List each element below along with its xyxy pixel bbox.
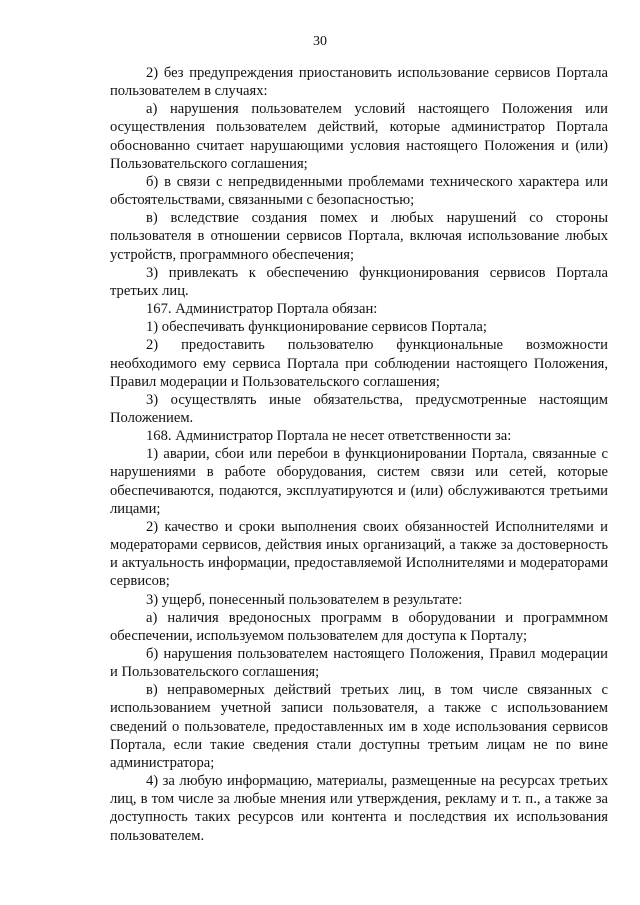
clause-168-item-2: 2) качество и сроки выполнения своих обязанностей Исполнителями и модераторами сервисов, действия иных организаций, а также за достоверность и актуальность информации, предоставляемой Исполнителями и модераторами сервисов; bbox=[110, 518, 608, 590]
paragraph-suspend-case-a: а) нарушения пользователем условий настоящего Положения или осуществления пользователем действий, которые администратор Портала обоснованно считает нарушающими условия настоящего Положения и (или) Пользовательского соглашения; bbox=[110, 101, 608, 172]
clause-168-item-3-a: а) наличия вредоносных программ в оборудовании и программном обеспечении, используемом пользователем для доступа к Порталу; bbox=[110, 609, 608, 644]
paragraph-suspend-use: 2) без предупреждения приостановить использование сервисов Портала пользователем в случаях: bbox=[110, 65, 608, 100]
paragraph-suspend-case-c: в) вследствие создания помех и любых нарушений со стороны пользователя в отношении сервисов Портала, включая использование любых устройств, программного обеспечения; bbox=[110, 210, 608, 263]
clause-168-item-1: 1) аварии, сбои или перебои в функционировании Портала, связанные с нарушениями в работе оборудования, систем связи или сетей, которые обеспечиваются, подаются, эксплуатируются и (или) обслуживаются третьими лицами; bbox=[110, 446, 608, 517]
clause-168-item-3-b: б) нарушения пользователем настоящего Положения, Правил модерации и Пользовательского соглашения; bbox=[110, 646, 608, 681]
clause-168-item-3-c: в) неправомерных действий третьих лиц, в том числе связанных с использованием учетной записи пользователя, а также с использованием сведений о пользователе, предоставленных им в ходе использования сервисов Портала, если такие сведения стали доступны третьим лицам не по вине администратора; bbox=[110, 682, 608, 771]
paragraph-third-parties: 3) привлекать к обеспечению функционирования сервисов Портала третьих лиц. bbox=[110, 264, 608, 299]
clause-167-item-3: 3) осуществлять иные обязательства, предусмотренные настоящим Положением. bbox=[110, 391, 608, 426]
paragraph-suspend-case-b: б) в связи с непредвиденными проблемами технического характера или обстоятельствами, связанными с безопасностью; bbox=[110, 173, 608, 209]
clause-167-item-2: 2) предоставить пользователю функциональные возможности необходимого ему сервиса Портала при соблюдении настоящего Положения, Правил модерации и Пользовательского соглашения; bbox=[110, 337, 608, 390]
page-number: 30 bbox=[313, 34, 327, 49]
clause-167-item-1: 1) обеспечивать функционирование сервисов Портала; bbox=[146, 319, 487, 336]
clause-168-item-3: 3) ущерб, понесенный пользователем в результате: bbox=[146, 591, 463, 608]
clause-167-heading: 167. Администратор Портала обязан: bbox=[146, 301, 378, 318]
clause-168-item-4: 4) за любую информацию, материалы, размещенные на ресурсах третьих лиц, в том числе за любые мнения или утверждения, рекламу и т. п., а также за доступность таких ресурсов или контента и последствия их использования пользователем. bbox=[110, 773, 608, 844]
clause-168-heading: 168. Администратор Портала не несет ответственности за: bbox=[146, 428, 512, 445]
document-body bbox=[110, 64, 608, 845]
